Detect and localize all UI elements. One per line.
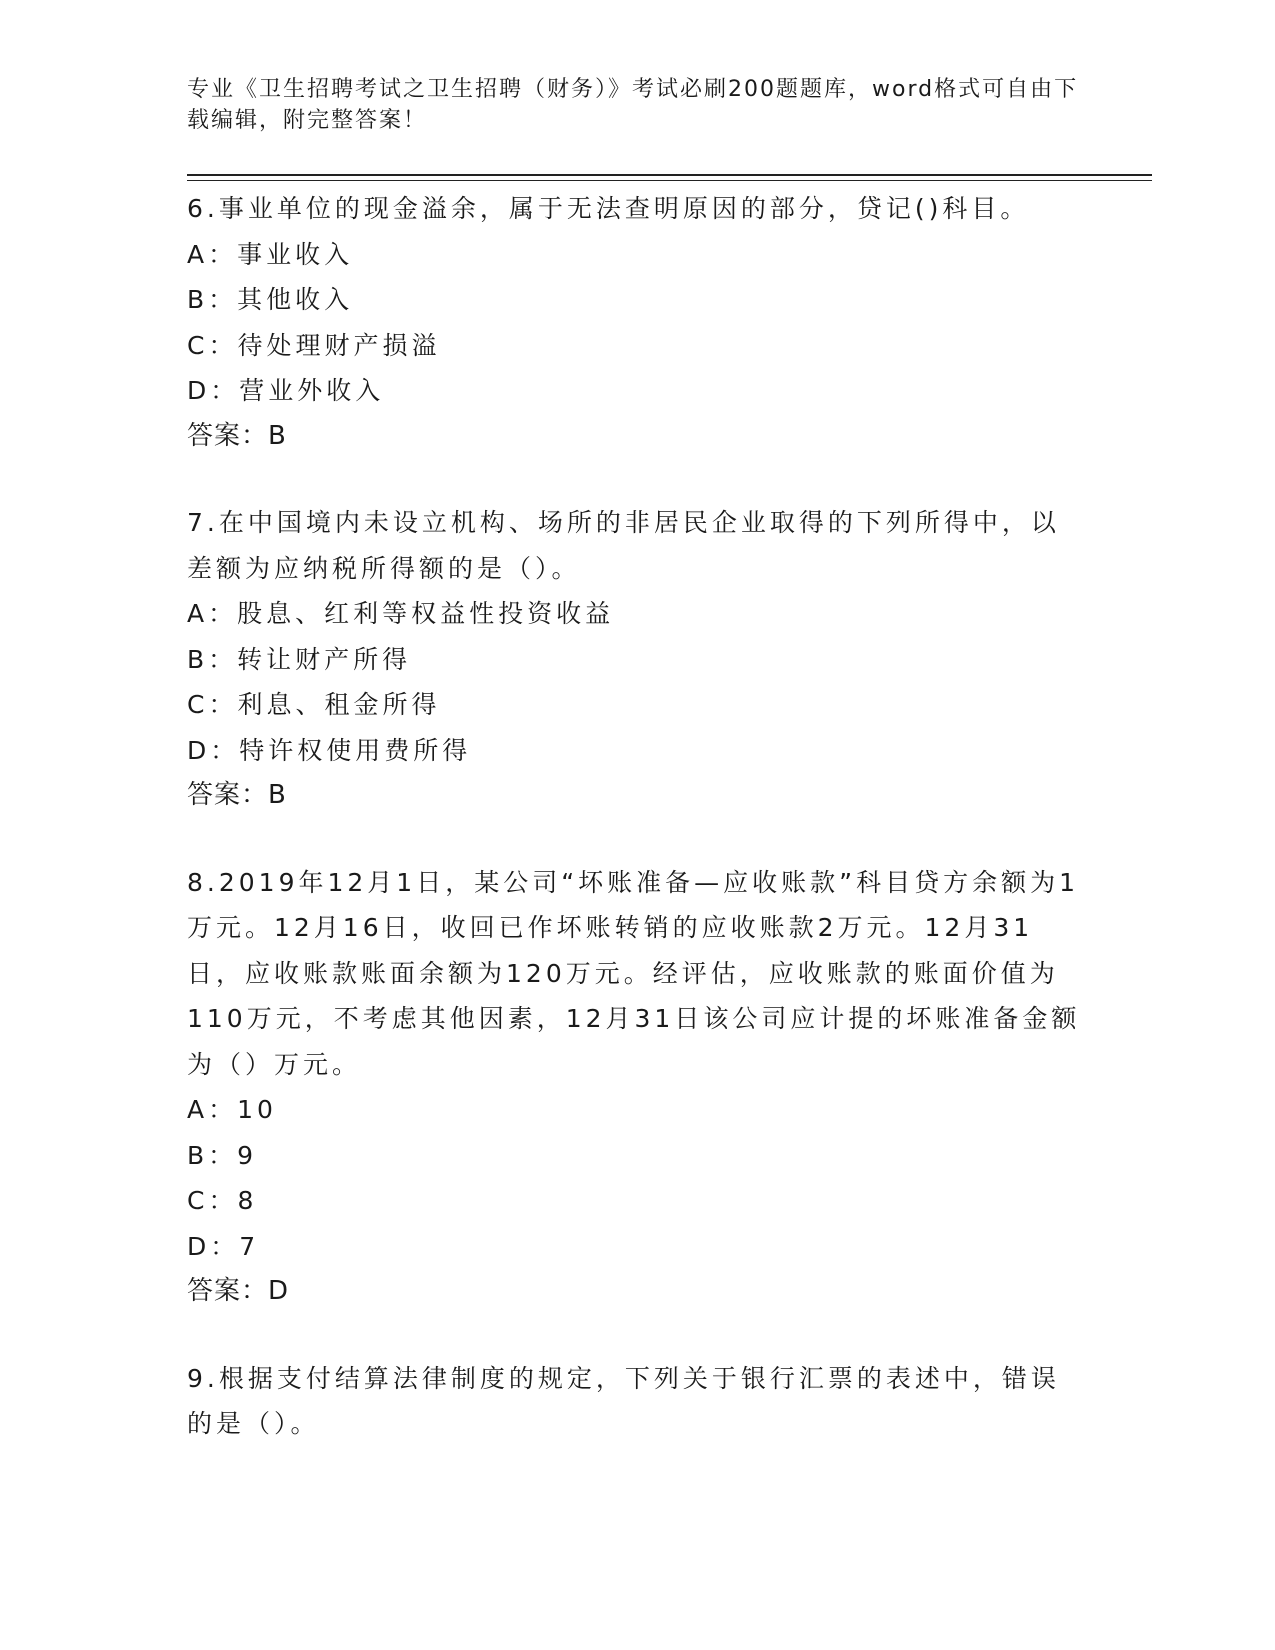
question-stem: 9.根据支付结算法律制度的规定，下列关于银行汇票的表述中，错误的是（）。 <box>187 1363 1060 1438</box>
option-a: A：股息、红利等权益性投资收益 <box>187 599 615 628</box>
question-9 <box>187 1356 1087 1447</box>
question-7 <box>187 500 1087 819</box>
question-list <box>187 186 1087 1488</box>
option-c: C：利息、租金所得 <box>187 690 441 719</box>
option-d: D：营业外收入 <box>187 376 385 405</box>
answer: 答案：D <box>187 1276 290 1306</box>
header-divider-thin <box>187 180 1152 181</box>
option-d: D：7 <box>187 1231 260 1261</box>
option-b: B：转让财产所得 <box>187 644 412 674</box>
header-divider-thick <box>187 174 1152 176</box>
question-stem: 8.2019年12月1日，某公司“坏账准备—应收账款”科目贷方余额为1万元。12月16日，收回已作坏账转销的应收账款2万元。12月31日，应收账款账面余额为120万元。经评估，应收账款的账面价值为110万元，不考虑其他因素，12月31日该公司应计提的坏账准备金额为（）万元。 <box>187 867 1081 1079</box>
option-d: D：特许权使用费所得 <box>187 735 472 765</box>
answer: 答案：B <box>187 780 287 810</box>
option-a: A：10 <box>187 1095 277 1124</box>
option-b: B：其他收入 <box>187 285 354 314</box>
answer: 答案：B <box>187 420 287 451</box>
option-c: C：8 <box>187 1186 258 1215</box>
question-stem: 6.事业单位的现金溢余，属于无法查明原因的部分，贷记()科目。 <box>187 194 1030 223</box>
option-b: B：9 <box>187 1140 258 1170</box>
document-header: 专业《卫生招聘考试之卫生招聘（财务）》考试必刷200题题库，word格式可自由下载编辑，附完整答案！ <box>187 77 1079 133</box>
question-stem: 7.在中国境内未设立机构、场所的非居民企业取得的下列所得中，以差额为应纳税所得额的是（）。 <box>187 508 1060 583</box>
option-a: A：事业收入 <box>187 239 354 269</box>
option-c: C：待处理财产损溢 <box>187 330 441 360</box>
question-6 <box>187 186 1087 459</box>
question-8 <box>187 860 1087 1315</box>
